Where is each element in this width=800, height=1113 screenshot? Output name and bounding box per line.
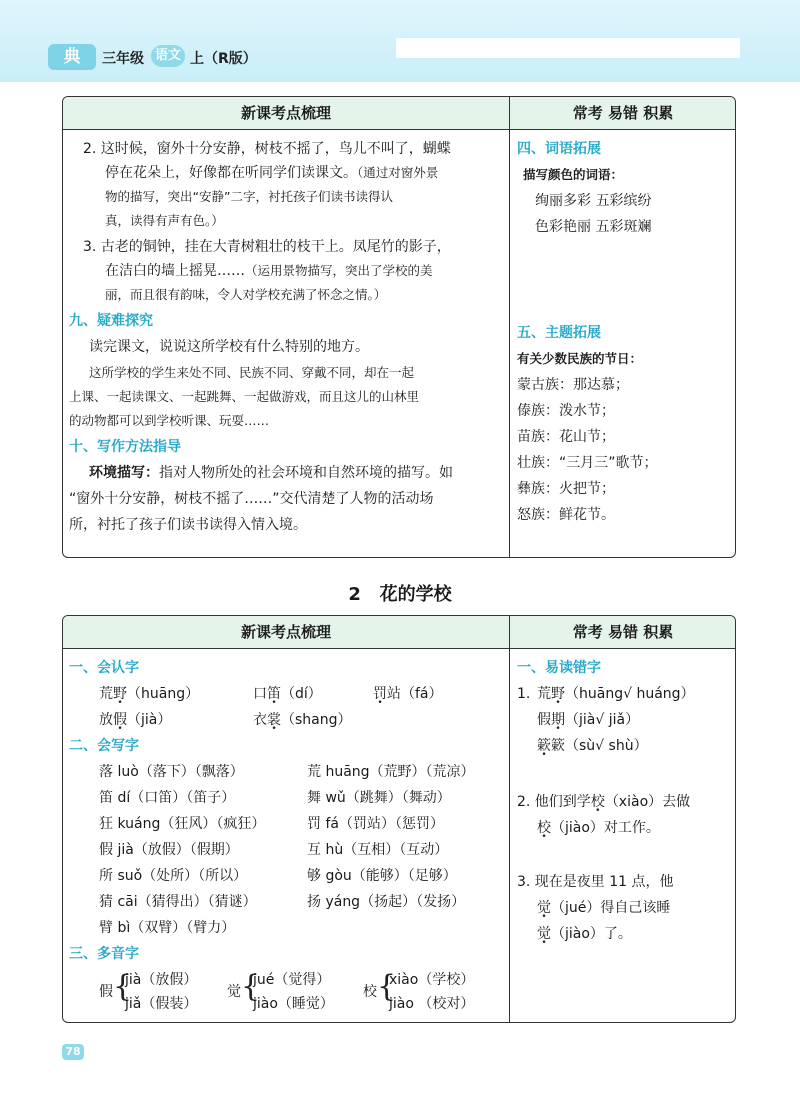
item-1-number: 1. — [517, 686, 531, 702]
item-3-line-3: 觉（jiào）了。 — [537, 926, 632, 942]
write-word: 臂 bì（双臂）（臂力） — [99, 920, 236, 936]
poly-char: 觉 — [227, 984, 241, 1000]
write-word: 够 gòu（能够）（足够） — [307, 868, 457, 884]
item-2-line-1: 2. 这时候，窗外十分安静，树枝不摇了，鸟儿不叫了，蝴蝶 — [83, 141, 451, 157]
write-word: 落 luò（落下）（飘落） — [99, 764, 244, 780]
poly-reading: jiào （校对） — [389, 996, 475, 1012]
section-9-heading: 九、疑难探究 — [69, 313, 153, 329]
festival-item: 蒙古族：那达慕； — [517, 377, 629, 393]
review-table-2 — [62, 615, 736, 1023]
section-4-subtitle: 描写颜色的词语： — [523, 167, 624, 182]
section-9-answer-1: 这所学校的学生来处不同、民族不同、穿戴不同，却在一起 — [89, 365, 415, 380]
header-right-title: 常考 易错 积累 — [572, 623, 674, 641]
header-left-title: 新课考点梳理 — [240, 104, 331, 122]
item-3-note-2: 丽，而且很有韵味，令人对学校充满了怀念之情。） — [105, 287, 387, 302]
item-2-note-2: 物的描写，突出“安静”二字，衬托孩子们读书读得认 — [105, 189, 393, 204]
brand-logo: 典 — [48, 44, 96, 70]
section-4-heading: 四、词语拓展 — [517, 141, 601, 157]
grade-label: 三年级 — [102, 51, 144, 67]
recognize-word: 口笛（dí） — [253, 686, 322, 702]
section-5-subtitle: 有关少数民族的节日： — [517, 351, 643, 366]
item-2-line-2: 校（jiào）对工作。 — [537, 820, 660, 836]
section-9-answer-3: 的动物都可以到学校听课、玩耍…… — [69, 413, 270, 428]
festival-item: 傣族：泼水节； — [517, 403, 615, 419]
write-word: 所 suǒ（处所）（所以） — [99, 868, 248, 884]
write-word: 罚 fá（罚站）（惩罚） — [307, 816, 444, 832]
item-2-line-1: 2. 他们到学校（xiào）去做 — [517, 794, 691, 810]
page-number: 78 — [62, 1044, 84, 1060]
recognize-word: 放假（jià） — [99, 712, 172, 728]
write-word: 舞 wǔ（跳舞）（舞动） — [307, 790, 451, 806]
volume-label: 上（R版） — [190, 51, 257, 67]
item-3-line-1: 3. 现在是夜里 11 点，他 — [517, 874, 674, 890]
header-blank-bar — [396, 38, 740, 58]
column-divider — [509, 616, 510, 1022]
section-10-line-2: “窗外十分安静，树枝不摇了……”交代清楚了人物的活动场 — [69, 491, 434, 507]
section-3-heading: 三、多音字 — [69, 946, 139, 962]
write-word: 荒 huāng（荒野）（荒凉） — [307, 764, 475, 780]
recognize-word: 罚站（fá） — [373, 686, 443, 702]
item-3-line-2: 在洁白的墙上摇晃……（运用景物描写，突出了学校的美 — [105, 263, 433, 279]
poly-reading: jiǎ（假装） — [125, 996, 198, 1012]
write-word: 互 hù（互相）（互动） — [307, 842, 449, 858]
subject-badge: 语文 — [151, 45, 185, 67]
festival-item: 怒族：鲜花节。 — [517, 507, 615, 523]
header-right-title: 常考 易错 积累 — [572, 104, 674, 122]
poly-reading: jiào（睡觉） — [253, 996, 334, 1012]
write-word: 猜 cāi（猜得出）（猜谜） — [99, 894, 257, 910]
section-5-heading: 五、主题拓展 — [517, 325, 601, 341]
color-words-row-1: 绚丽多彩 五彩缤纷 — [535, 193, 652, 209]
section-10-line-3: 所，衬托了孩子们读书读得入情入境。 — [69, 517, 307, 533]
table-header — [63, 97, 735, 130]
section-10-heading: 十、写作方法指导 — [69, 439, 181, 455]
write-word: 狂 kuáng（狂风）（疯狂） — [99, 816, 266, 832]
column-divider — [509, 97, 510, 557]
festival-item: 彝族：火把节； — [517, 481, 615, 497]
easy-mistake-heading: 一、易读错字 — [517, 660, 601, 676]
item-3-line-2: 觉（jué）得自己该睡 — [537, 900, 671, 916]
poly-reading: xiào（学校） — [389, 972, 475, 988]
section-1-heading: 一、会认字 — [69, 660, 139, 676]
section-10-line-1: 环境描写：指对人物所处的社会环境和自然环境的描写。如 — [89, 465, 453, 481]
brace-icon: { — [241, 969, 261, 1004]
festival-item: 苗族：花山节； — [517, 429, 615, 445]
poly-char: 校 — [363, 984, 377, 1000]
poly-reading: jué（觉得） — [253, 972, 331, 988]
header-left-title: 新课考点梳理 — [240, 623, 331, 641]
brace-icon: { — [377, 969, 397, 1004]
section-2-heading: 二、会写字 — [69, 738, 139, 754]
write-word: 笛 dí（口笛）（笛子） — [99, 790, 236, 806]
section-9-answer-2: 上课、一起读课文、一起跳舞、一起做游戏，而且这儿的山林里 — [69, 389, 420, 404]
table-header — [63, 616, 735, 649]
review-table-1 — [62, 96, 736, 558]
item-3-line-1: 3. 古老的铜钟，挂在大青树粗壮的枝干上。凤尾竹的影子， — [83, 239, 451, 255]
festival-item: 壮族：“三月三”歌节； — [517, 455, 658, 471]
poly-reading: jià（放假） — [125, 972, 198, 988]
section-9-question: 读完课文，说说这所学校有什么特别的地方。 — [89, 339, 369, 355]
brace-icon: { — [113, 969, 133, 1004]
item-2-line-2: 停在花朵上，好像都在听同学们读课文。（通过对窗外景 — [105, 165, 439, 181]
mistake-word: 荒野（huāng√ huáng） — [537, 686, 695, 702]
recognize-word: 衣裳（shang） — [253, 712, 352, 728]
recognize-word: 荒野（huāng） — [99, 686, 200, 702]
mistake-word: 簌簌（sù√ shù） — [537, 738, 648, 754]
mistake-word: 假期（jià√ jiǎ） — [537, 712, 640, 728]
item-2-note-3: 真，读得有声有色。） — [105, 213, 224, 228]
lesson-title: 2 花的学校 — [348, 584, 452, 605]
write-word: 假 jià（放假）（假期） — [99, 842, 239, 858]
write-word: 扬 yáng（扬起）（发扬） — [307, 894, 466, 910]
color-words-row-2: 色彩艳丽 五彩斑斓 — [535, 219, 652, 235]
poly-char: 假 — [99, 984, 113, 1000]
